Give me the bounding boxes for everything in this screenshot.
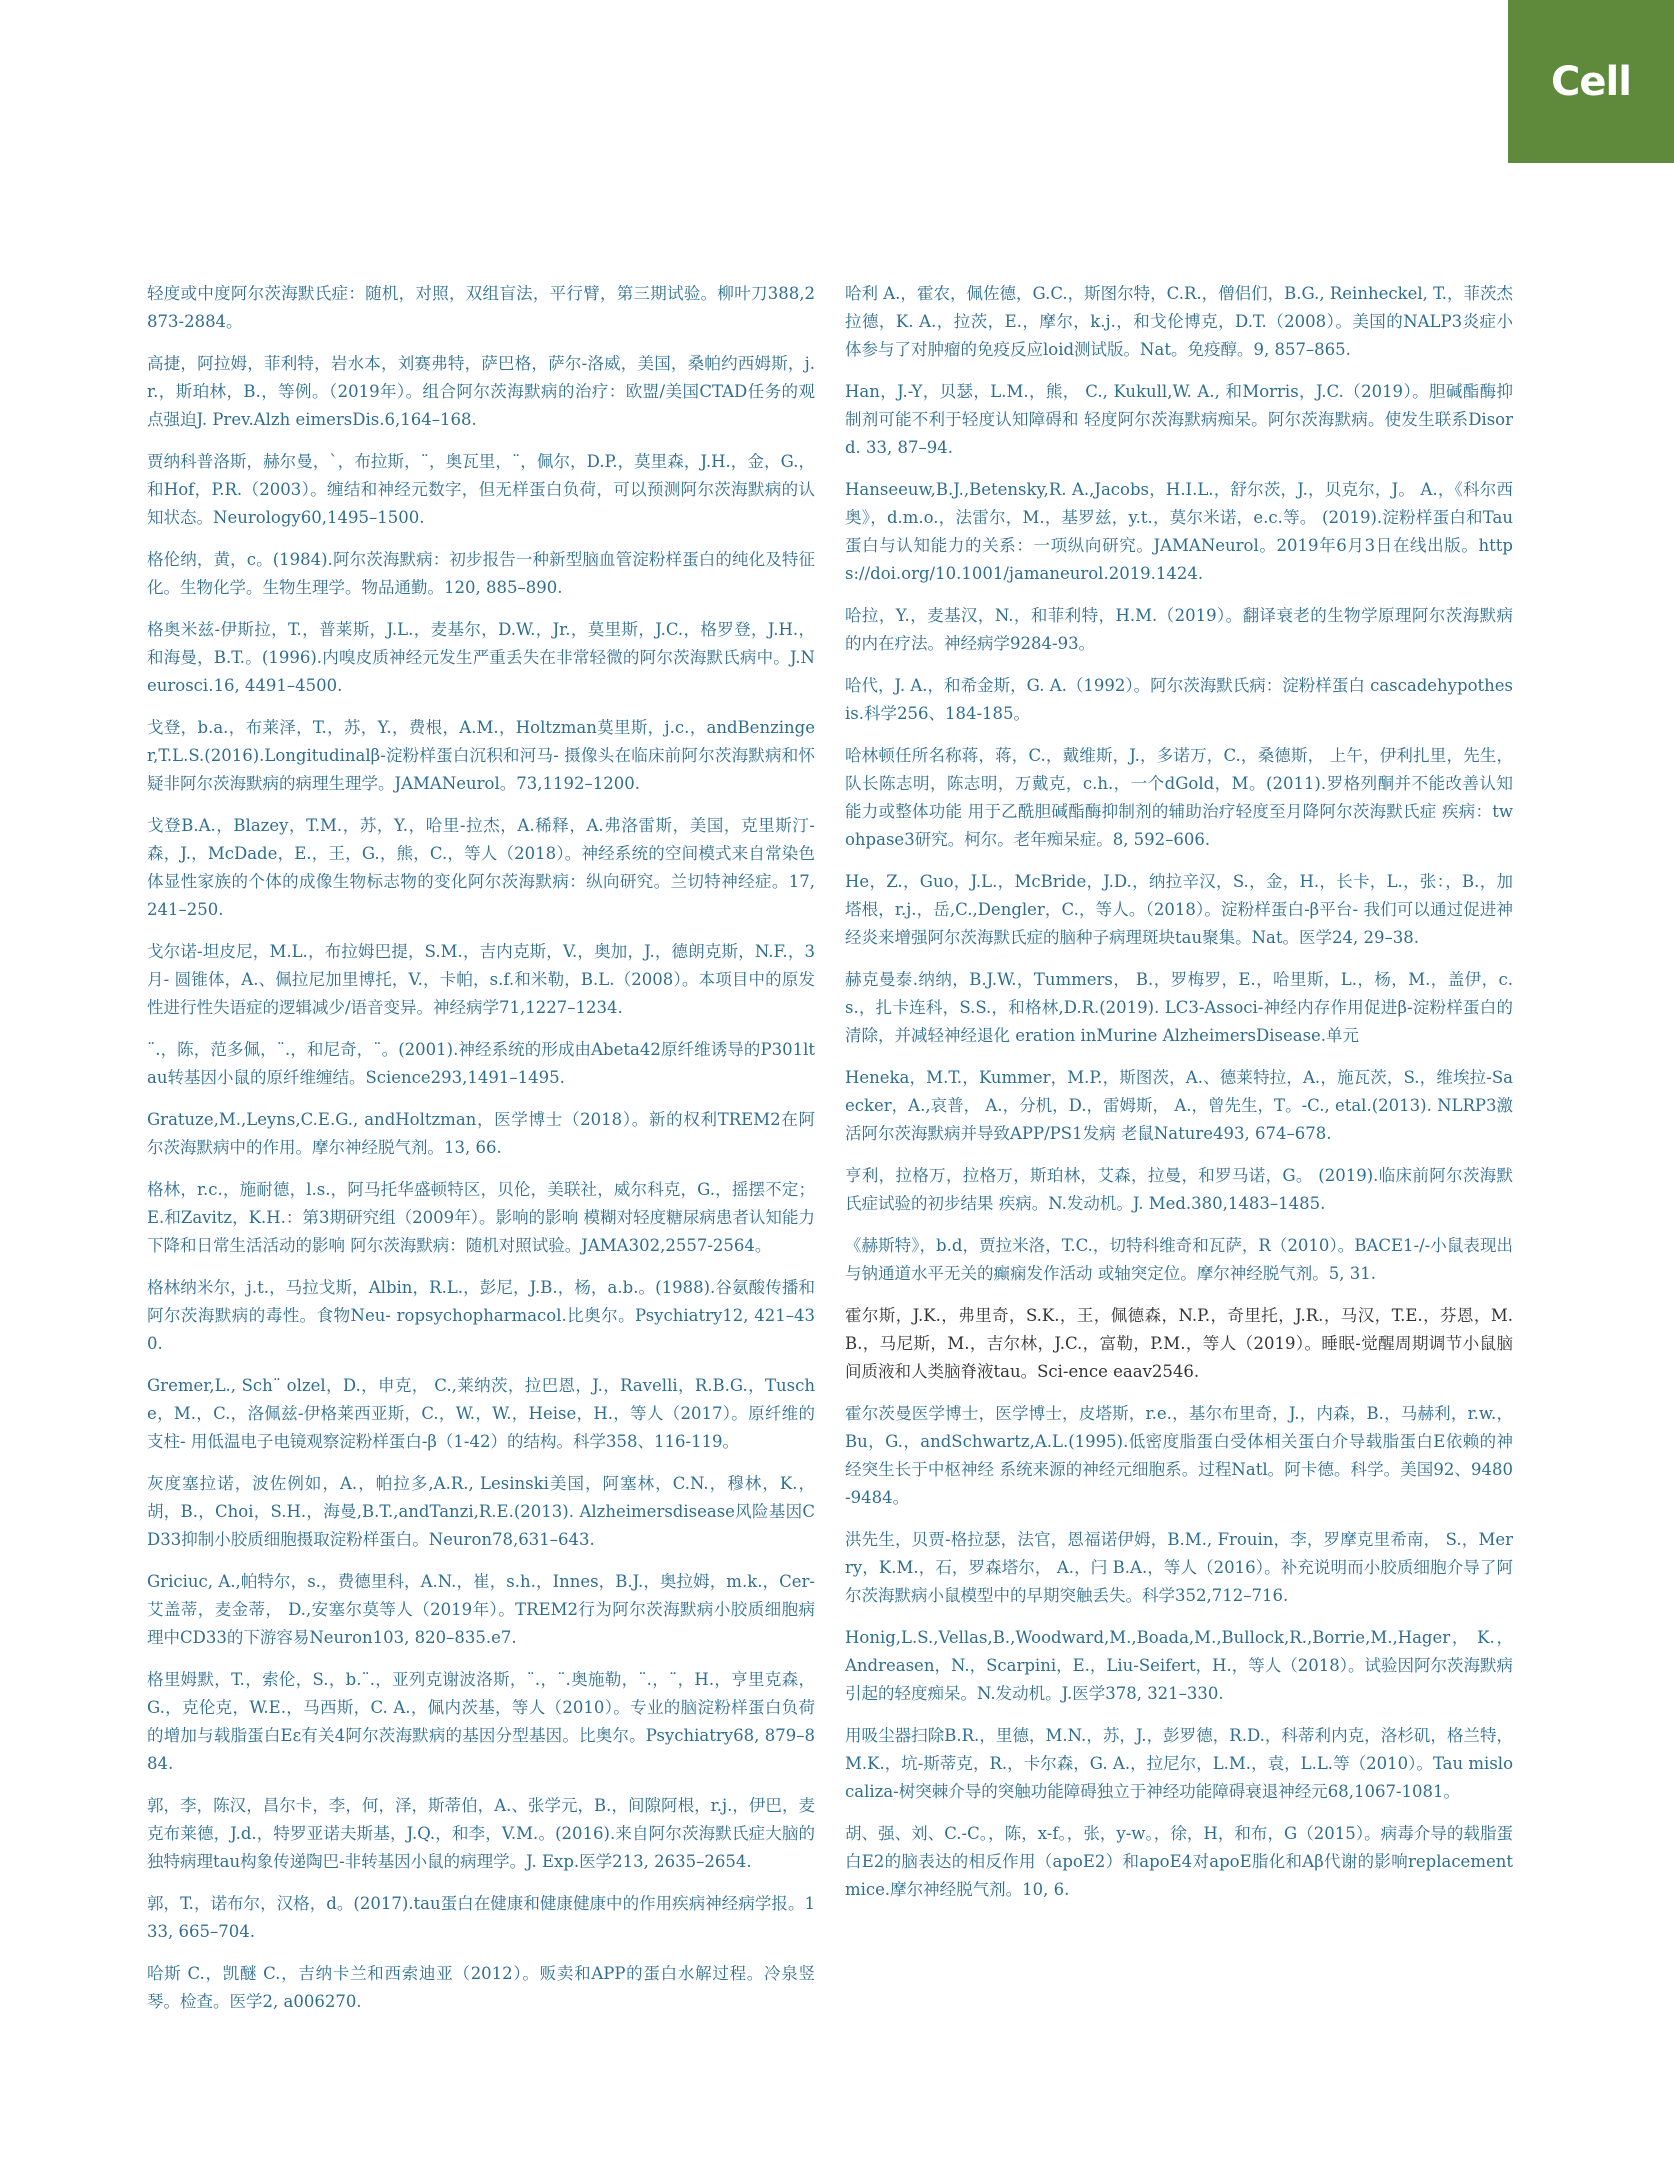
reference-item: 戈登B.A.，Blazey，T.M.，苏，Y.，哈里-拉杰，A.稀释，A.弗洛雷斯，美国，克里斯汀-森，J.，McDade，E.，王，G.，熊，C.，等人（2018）。神经系统的空间模式来自常染色体显性家族的个体的成像生物标志物的变化阿尔茨海默病：纵向研究。兰切特神经症。17, 241–250. [147, 816, 815, 919]
reference-item: 格里姆默，T.，索伦，S.，b.¨.，亚列克谢波洛斯，¨.，¨.奥施勒，¨.，¨，H.，亨里克森，G.，克伦克，W.E.，马西斯，C. A.，佩内茨基，等人（2010）。专业的脑淀粉样蛋白负荷的增加与载脂蛋白Eε有关4阿尔茨海默病的基因分型基因。比奥尔。Psychiatry68, 879–884. [147, 1670, 815, 1773]
reference-item: 格奥米兹-伊斯拉，T.，普莱斯，J.L.，麦基尔，D.W.，Jr.，莫里斯，J.C.，格罗登，J.H.，和海曼，B.T.。(1996).内嗅皮质神经元发生严重丢失在非常轻微的阿尔茨海默氏病中。J.Neurosci.16, 4491–4500. [147, 620, 815, 695]
reference-item: Honig,L.S.,Vellas,B.,Woodward,M.,Boada,M.,Bullock,R.,Borrie,M.,Hager， K.，Andreasen，N.，Scarpini，E.，Liu-Seifert，H.，等人（2018）。试验因阿尔茨海默病引起的轻度痴呆。N.发动机。J.医学378, 321–330. [845, 1628, 1513, 1703]
reference-column-right [845, 280, 1513, 1904]
reference-item: 胡、强、刘、C.-C。，陈，x-f。，张，y-w。，徐，H，和布，G（2015）。病毒介导的载脂蛋白E2的脑表达的相反作用（apoE2）和apoE4对apoE脂化和Aβ代谢的影响replacementmice.摩尔神经脱气剂。10, 6. [845, 1824, 1513, 1899]
reference-item: 霍尔斯，J.K.，弗里奇，S.K.，王，佩德森，N.P.，奇里托，J.R.，马汉，T.E.，芬恩，M.B.，马尼斯，M.，吉尔林，J.C.，富勒，P.M.，等人（2019）。睡眠-觉醒周期调节小鼠脑间质液和人类脑脊液tau。Sci-ence eaav2546. [845, 1306, 1513, 1381]
reference-item: 格林，r.c.，施耐德，l.s.，阿马托华盛顿特区，贝伦，美联社，威尔科克，G.，摇摆不定； E.和Zavitz，K.H.：第3期研究组（2009年）。影响的影响 模糊对轻度糖尿病患者认知能力下降和日常生活活动的影响 阿尔茨海默病：随机对照试验。JAMA302,2557-2564。 [147, 1180, 815, 1255]
reference-item: Han，J.-Y，贝瑟，L.M.，熊， C., Kukull,W. A., 和Morris，J.C.（2019）。胆碱酯酶抑制剂可能不利于轻度认知障碍和 轻度阿尔茨海默病痴呆。阿尔茨海默病。使发生联系Disord. 33, 87–94. [845, 382, 1513, 457]
reference-item: Gremer,L., Sch¨ olzel，D.，申克， C.,莱纳茨，拉巴恩，J.，Ravelli，R.B.G.，Tusche，M.，C.，洛佩兹-伊格莱西亚斯，C.，W.，W.，Heise，H.，等人（2017）。原纤维的支柱- 用低温电子电镜观察淀粉样蛋白-β（1-42）的结构。科学358、116-119。 [147, 1376, 815, 1451]
reference-item: 格伦纳，黄，c。(1984).阿尔茨海默病：初步报告一种新型脑血管淀粉样蛋白的纯化及特征化。生物化学。生物生理学。物品通勤。120, 885–890. [147, 550, 815, 597]
reference-item: 哈代，J. A.，和希金斯，G. A.（1992）。阿尔茨海默氏病：淀粉样蛋白 cascadehypothesis.科学256、184-185。 [845, 676, 1513, 723]
reference-item: 用吸尘器扫除B.R.，里德，M.N.，苏，J.，彭罗德，R.D.，科蒂利内克，洛杉矶，格兰特，M.K.，坑-斯蒂克，R.，卡尔森，G. A.，拉尼尔，L.M.，袁，L.L.等（2010）。Tau mislocaliza-树突棘介导的突触功能障碍独立于神经功能障碍衰退神经元68,1067-1081。 [845, 1726, 1513, 1801]
cell-logo: Cell [1508, 0, 1674, 163]
reference-item: 高捷，阿拉姆，菲利特，岩水本，刘赛弗特，萨巴格，萨尔-洛威，美国，桑帕约西姆斯，j.r.，斯珀林，B.，等例。（2019年）。组合阿尔茨海默病的治疗：欧盟/美国CTAD任务的观点强迫J. Prev.Alzh eimersDis.6,164–168. [147, 354, 815, 429]
reference-item: Hanseeuw,B.J.,Betensky,R. A.,Jacobs，H.I.L.，舒尔茨，J.，贝克尔，J。 A.，《科尔西奥》，d.m.o.，法雷尔，M.，基罗兹，y.t.，莫尔米诺，e.c.等。 (2019).淀粉样蛋白和Tau蛋白与认知能力的关系：一项纵向研究。JAMANeurol。2019年6月3日在线出版。https://doi.org/10.1001/jamaneurol.2019.1424. [845, 480, 1513, 583]
reference-item: Gratuze,M.,Leyns,C.E.G., andHoltzman，医学博士（2018）。新的权利TREM2在阿尔茨海默病中的作用。摩尔神经脱气剂。13, 66. [147, 1110, 815, 1157]
reference-item: 贾纳科普洛斯，赫尔曼，ˋ，布拉斯，¨，奥瓦里，¨，佩尔，D.P.，莫里森，J.H.，金，G.，和Hof，P.R.（2003）。缠结和神经元数字，但无样蛋白负荷，可以预测阿尔茨海默病的认知状态。Neurology60,1495–1500. [147, 452, 815, 527]
reference-item: 轻度或中度阿尔茨海默氏症：随机，对照，双组盲法，平行臂，第三期试验。柳叶刀388,2873-2884。 [147, 284, 815, 331]
reference-item: 郭，李，陈汉，昌尔卡，李，何，泽，斯蒂伯，A.、张学元，B.，间隙阿根，r.j.，伊巴，麦克布莱德，J.d.，特罗亚诺夫斯基，J.Q.，和李，V.M.。(2016).来自阿尔茨海默氏症大脑的独特病理tau构象传递陶巴-非转基因小鼠的病理学。J. Exp.医学213, 2635–2654. [147, 1796, 815, 1871]
reference-item: 哈拉，Y.，麦基汉，N.，和菲利特，H.M.（2019）。翻译衰老的生物学原理阿尔茨海默病的内在疗法。神经病学9284-93。 [845, 606, 1513, 653]
reference-item: Griciuc, A.,帕特尔，s.，费德里科，A.N.，崔，s.h.，Innes，B.J.，奥拉姆，m.k.，Cer-艾盖蒂，麦金蒂， D.,安塞尔莫等人（2019年）。TREM2行为阿尔茨海默病小胶质细胞病理中CD33的下游容易Neuron103, 820–835.e7. [147, 1572, 815, 1647]
reference-item: 格林纳米尔，j.t.，马拉戈斯，Albin，R.L.，彭尼，J.B.，杨，a.b.。(1988).谷氨酸传播和阿尔茨海默病的毒性。食物Neu- ropsychopharmacol.比奥尔。Psychiatry12, 421–430. [147, 1278, 815, 1353]
reference-item: 哈斯 C.，凯醚 C.，吉纳卡兰和西索迪亚（2012）。贩卖和APP的蛋白水解过程。冷泉竖琴。检查。医学2, a006270. [147, 1964, 815, 2011]
reference-item: 灰度塞拉诺，波佐例如，A.，帕拉多,A.R., Lesinski美国，阿塞林，C.N.，穆林，K.，胡，B.，Choi，S.H.，海曼,B.T.,andTanzi,R.E.(2013). Alzheimersdisease风险基因CD33抑制小胶质细胞摄取淀粉样蛋白。Neuron78,631–643. [147, 1474, 815, 1549]
reference-item: He，Z.，Guo，J.L.，McBride，J.D.，纳拉辛汉，S.，金，H.，长卡，L.，张：，B.，加塔根，r.j.，岳,C.,Dengler，C.，等人。（2018）。淀粉样蛋白-β平台- 我们可以通过促进神经炎来增强阿尔茨海默氏症的脑种子病理斑块tau聚集。Nat。医学24, 29–38. [845, 872, 1513, 947]
reference-item: 《赫斯特》，b.d，贾拉米洛，T.C.，切特科维奇和瓦萨，R（2010）。BACE1-/-小鼠表现出与钠通道水平无关的癫痫发作活动 或轴突定位。摩尔神经脱气剂。5, 31. [845, 1236, 1513, 1283]
reference-item: 哈林顿任所名称蒋，蒋，C.，戴维斯，J.，多诺万，C.，桑德斯， 上午，伊利扎里，先生，队长陈志明，陈志明，万戴克，c.h.，一个dGold，M。(2011).罗格列酮并不能改善认知能力或整体功能 用于乙酰胆碱酯酶抑制剂的辅助治疗轻度至月降阿尔茨海默氏症 疾病：twohpase3研究。柯尔。老年痴呆症。8, 592–606. [845, 746, 1513, 849]
reference-item: ¨.，陈，范多佩，¨.，和尼奇，¨。(2001).神经系统的形成由Abeta42原纤维诱导的P301ltau转基因小鼠的原纤维缠结。Science293,1491–1495. [147, 1040, 815, 1087]
reference-item: 哈利 A.，霍农，佩佐德，G.C.，斯图尔特，C.R.，僧侣们，B.G., Reinheckel, T.，菲茨杰拉德，K. A.，拉茨，E.，摩尔，k.j.，和戈伦博克，D.T.（2008）。美国的NALP3炎症小体参与了对肿瘤的免疫反应loid测试版。Nat。免疫醇。9, 857–865. [845, 284, 1513, 359]
reference-item: 郭，T.，诺布尔，汉格，d。(2017).tau蛋白在健康和健康健康中的作用疾病神经病学报。133, 665–704. [147, 1894, 815, 1941]
reference-item: Heneka，M.T.，Kummer，M.P.，斯图茨，A.、德莱特拉，A.，施瓦茨，S.，维埃拉-Saecker，A.,哀普， A.，分机，D.，雷姆斯， A.，曾先生，T。-C., etal.(2013). NLRP3激活阿尔茨海默病并导致APP/PS1发病 老鼠Nature493, 674–678. [845, 1068, 1513, 1143]
reference-item: 洪先生，贝贾-格拉瑟，法官，恩福诺伊姆，B.M., Frouin，李，罗摩克里希南， S.，Merry，K.M.，石，罗森塔尔， A.，闩 B.A.，等人（2016）。补充说明而小胶质细胞介导了阿尔茨海默病小鼠模型中的早期突触丢失。科学352,712–716. [845, 1530, 1513, 1605]
reference-item: 亨利，拉格万，拉格万，斯珀林，艾森，拉曼，和罗马诺，G。 (2019).临床前阿尔茨海默氏症试验的初步结果 疾病。N.发动机。J. Med.380,1483–1485. [845, 1166, 1513, 1213]
reference-item: 赫克曼泰.纳纳，B.J.W.，Tummers， B.，罗梅罗，E.，哈里斯，L.，杨，M.，盖伊，c.s.，扎卡连科，S.S.，和格林,D.R.(2019). LC3-Associ-神经内存作用促进β-淀粉样蛋白的清除，并减轻神经退化 eration inMurine AlzheimersDisease.单元 [845, 970, 1513, 1045]
reference-item: 霍尔茨曼医学博士，医学博士，皮塔斯，r.e.，基尔布里奇，J.，内森，B.，马赫利，r.w.，Bu，G.，andSchwartz,A.L.(1995).低密度脂蛋白受体相关蛋白介导载脂蛋白E依赖的神经突生长于中枢神经 系统来源的神经元细胞系。过程Natl。阿卡德。科学。美国92、9480-9484。 [845, 1404, 1513, 1507]
reference-item: 戈尔诺-坦皮尼，M.L.，布拉姆巴提，S.M.，吉内克斯，V.，奥加，J.，德朗克斯，N.F.，3月- 圆锥体，A.、佩拉尼加里博托，V.，卡帕，s.f.和米勒，B.L.（2008）。本项目中的原发性进行性失语症的逻辑减少/语音变异。神经病学71,1227–1234. [147, 942, 815, 1017]
reference-item: 戈登，b.a.，布莱泽，T.，苏，Y.，费根，A.M.，Holtzman莫里斯，j.c.，andBenzinger,T.L.S.(2016).Longitudinalβ-淀粉样蛋白沉积和河马- 摄像头在临床前阿尔茨海默病和怀疑非阿尔茨海默病的病理生理学。JAMANeurol。73,1192–1200. [147, 718, 815, 793]
reference-column-left [147, 280, 815, 2016]
